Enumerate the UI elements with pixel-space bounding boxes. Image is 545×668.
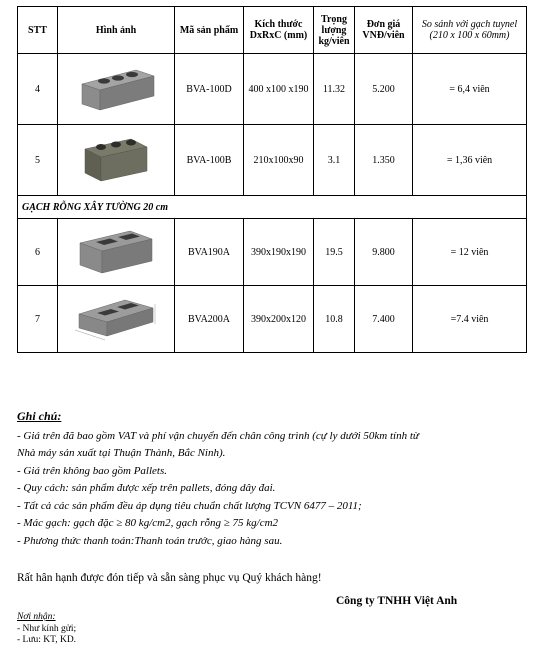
- row-stt: 7: [18, 286, 58, 353]
- row-code: BVA-100B: [175, 125, 244, 196]
- brick-image-bva190a: [74, 227, 158, 277]
- row-compare: = 12 viên: [413, 219, 527, 286]
- product-image: [58, 54, 175, 125]
- note-line: - Phương thức thanh toán:Thanh toán trước, giao hàng sau.: [17, 534, 283, 547]
- row-weight: 11.32: [314, 54, 355, 125]
- note-line: - Quy cách: sản phẩm được xếp trên pallets, đóng dây đai.: [17, 482, 276, 494]
- recipient-line: - Như kính gửi;: [17, 623, 77, 634]
- row-price: 7.400: [355, 286, 413, 353]
- table-header-row: [18, 7, 527, 54]
- product-image: [58, 219, 175, 286]
- header-price: Đơn giá VNĐ/viên: [355, 7, 413, 54]
- row-code: BVA190A: [175, 219, 244, 286]
- header-stt: STT: [18, 7, 58, 54]
- note-line: Nhà máy sản xuất tại Thuận Thành, Bắc Ninh).: [17, 447, 226, 459]
- section-title: GẠCH RỖNG XÂY TƯỜNG 20 cm: [18, 196, 527, 219]
- row-size: 400 x100 x190: [244, 54, 314, 125]
- recipients-title: Nơi nhận:: [17, 612, 56, 622]
- note-line: - Giá trên đã bao gồm VAT và phí vận chuyển đến chân công trình (cự ly dưới 50km tính từ: [17, 429, 419, 442]
- recipients-section: [17, 612, 76, 647]
- row-compare: =7.4 viên: [413, 286, 527, 353]
- row-compare: = 6,4 viên: [413, 54, 527, 125]
- note-line: - Giá trên không bao gồm Pallets.: [17, 464, 168, 477]
- table-row: [18, 125, 527, 196]
- recipient-line: - Lưu: KT, KD.: [17, 635, 77, 645]
- row-size: 210x100x90: [244, 125, 314, 196]
- closing-text: Rất hân hạnh được đón tiếp và sẵn sàng phục vụ Quý khách hàng!: [17, 572, 322, 584]
- row-weight: 19.5: [314, 219, 355, 286]
- header-size: Kích thước DxRxC (mm): [244, 7, 314, 54]
- section-row: [18, 196, 527, 219]
- row-size: 390x190x190: [244, 219, 314, 286]
- notes-section: [17, 408, 532, 550]
- row-weight: 3.1: [314, 125, 355, 196]
- notes-title: Ghi chú:: [17, 409, 62, 423]
- header-compare: So sánh với gạch tuynel (210 x 100 x 60mm): [413, 7, 527, 54]
- row-compare: = 1,36 viên: [413, 125, 527, 196]
- row-price: 1.350: [355, 125, 413, 196]
- row-price: 5.200: [355, 54, 413, 125]
- row-weight: 10.8: [314, 286, 355, 353]
- row-stt: 5: [18, 125, 58, 196]
- brick-image-bva100b: [81, 135, 151, 185]
- note-line: - Tất cả các sản phẩm đều áp dụng tiêu chuẩn chất lượng TCVN 6477 – 2011;: [17, 499, 362, 512]
- brick-image-bva100d: [74, 64, 158, 114]
- product-image: [58, 125, 175, 196]
- row-price: 9.800: [355, 219, 413, 286]
- row-code: BVA-100D: [175, 54, 244, 125]
- table-row: [18, 219, 527, 286]
- header-weight: Trọng lượng kg/viên: [314, 7, 355, 54]
- header-image: Hình ảnh: [58, 7, 175, 54]
- row-code: BVA200A: [175, 286, 244, 353]
- header-code: Mã sản phẩm: [175, 7, 244, 54]
- brick-image-bva200a: [71, 292, 161, 346]
- row-stt: 4: [18, 54, 58, 125]
- table-row: [18, 54, 527, 125]
- price-table: [17, 6, 527, 353]
- note-line: - Mác gạch: gạch đặc ≥ 80 kg/cm2, gạch rỗng ≥ 75 kg/cm2: [17, 517, 279, 529]
- table-row: [18, 286, 527, 353]
- row-stt: 6: [18, 219, 58, 286]
- company-name: Công ty TNHH Việt Anh: [336, 595, 458, 607]
- product-image: [58, 286, 175, 353]
- row-size: 390x200x120: [244, 286, 314, 353]
